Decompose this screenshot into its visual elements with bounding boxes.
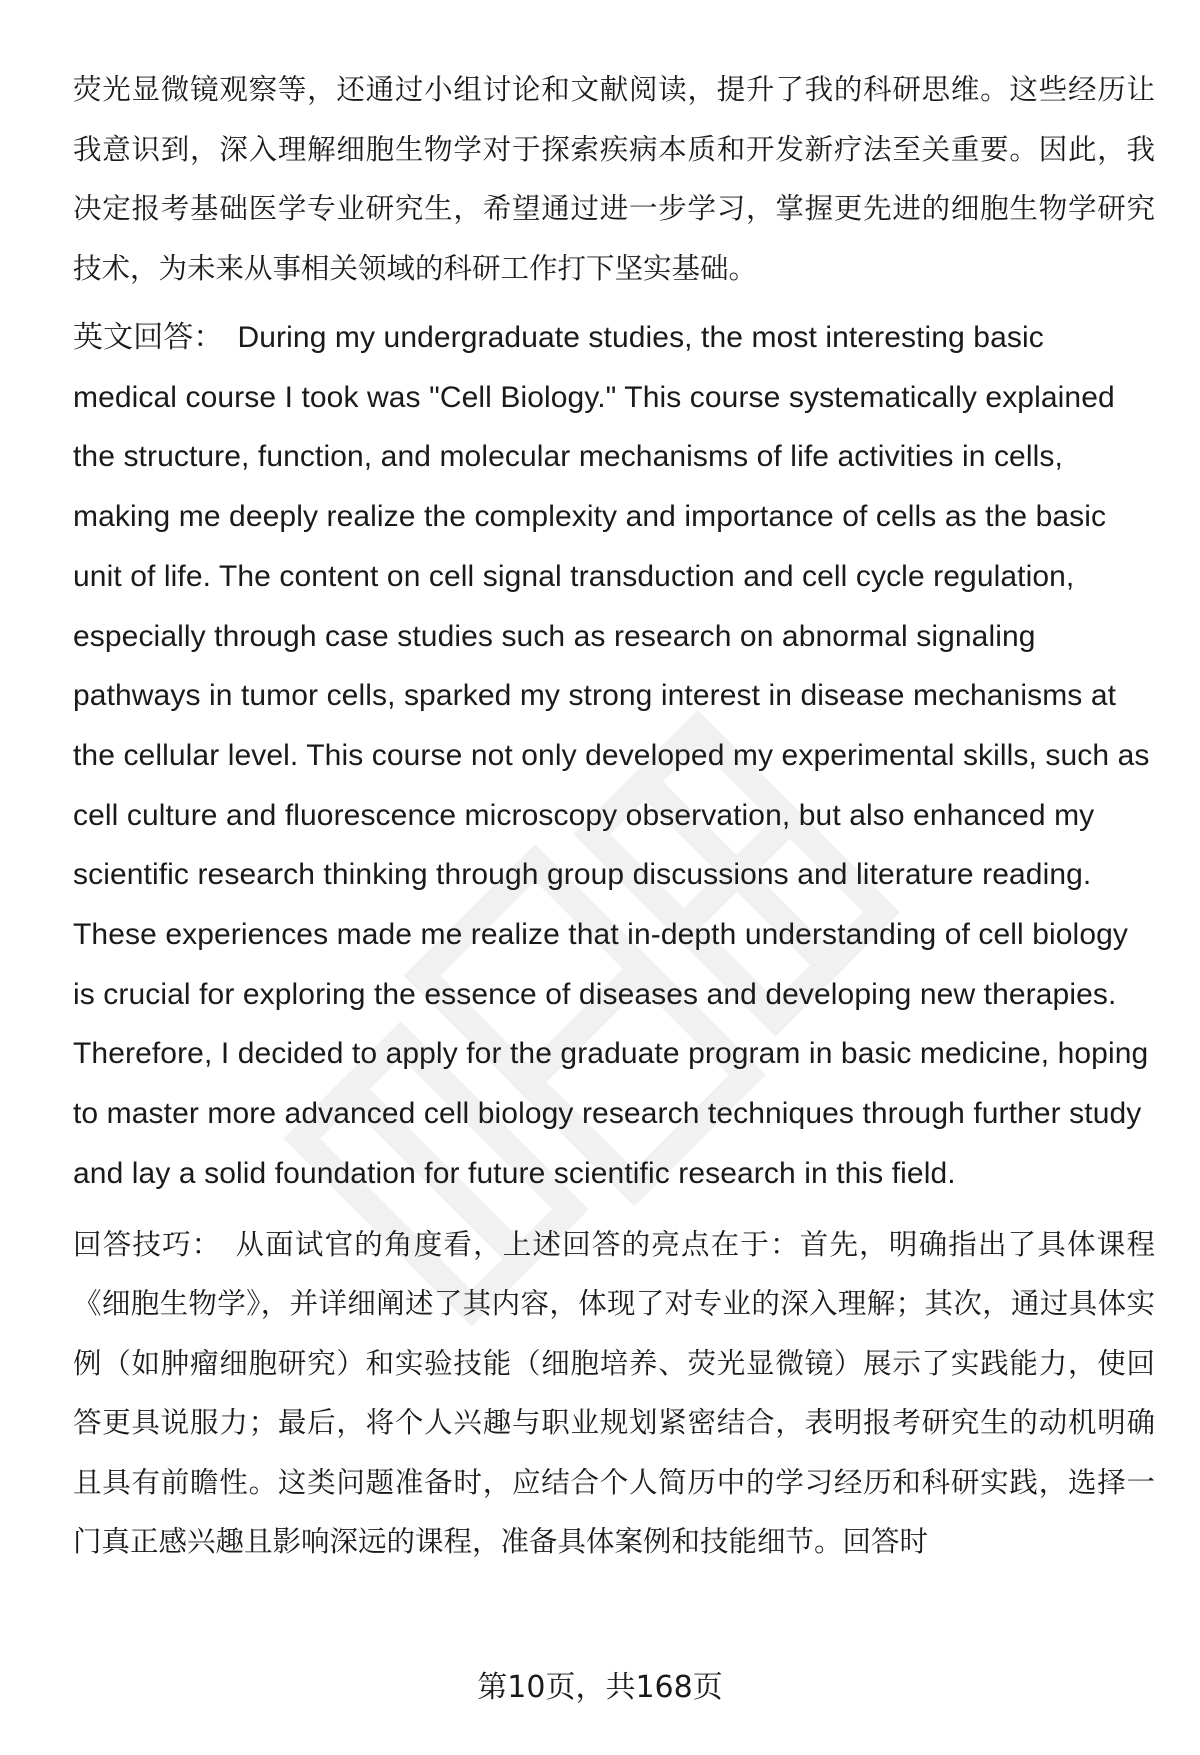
english-answer-label: 英文回答： — [73, 321, 224, 354]
answer-tips-text: 从面试官的角度看，上述回答的亮点在于：首先，明确指出了具体课程《细胞生物学》，并详细阐述了其内容，体现了对专业的深入理解；其次，通过具体实例（如肿瘤细胞研究）和实验技能（细胞培养、荧光显微镜）展示了实践能力，使回答更具说服力；最后，将个人兴趣与职业规划紧密结合，表明报考研究生的动机明确且具有前瞻性。这类问题准备时，应结合个人简历中的学习经历和科研实践，选择一门真正感兴趣且影响深远的课程，准备具体案例和技能细节。回答时 — [73, 1227, 1155, 1559]
answer-tips-label: 回答技巧： — [73, 1227, 222, 1261]
document-page — [73, 60, 1155, 1572]
paragraph-intro-continued: 荧光显微镜观察等，还通过小组讨论和文献阅读，提升了我的科研思维。这些经历让我意识到，深入理解细胞生物学对于探索疾病本质和开发新疗法至关重要。因此，我决定报考基础医学专业研究生，希望通过进一步学习，掌握更先进的细胞生物学研究技术，为未来从事相关领域的科研工作打下坚实基础。 — [73, 73, 1155, 285]
paragraph-answer-tips — [73, 1215, 1155, 1572]
english-answer-text: During my undergraduate studies, the most interesting basic medical course I took was "Cell Biology." This course systematically explained the structure, function, and molecular mechanisms of life activities in cells, making me deeply realize the complexity and importance of cells as the basic unit of life. The content on cell signal transduction and cell cycle regulation, especially through case studies such as research on abnormal signaling pathways in tumor cells, sparked my strong interest in disease mechanisms at the cellular level. This course not only developed my experimental skills, such as cell culture and fluorescence microscopy observation, but also enhanced my scientific research thinking through group discussions and literature reading. These experiences made me realize that in-depth understanding of cell biology is crucial for exploring the essence of diseases and developing new therapies. Therefore, I decided to apply for the graduate program in basic medicine, hoping to master more advanced cell biology research techniques through further study and lay a solid foundation for future scientific research in this field. — [73, 321, 1150, 1190]
page-number-footer: 第10页，共168页 — [477, 1670, 723, 1705]
paragraph-english-answer — [73, 308, 1155, 1204]
